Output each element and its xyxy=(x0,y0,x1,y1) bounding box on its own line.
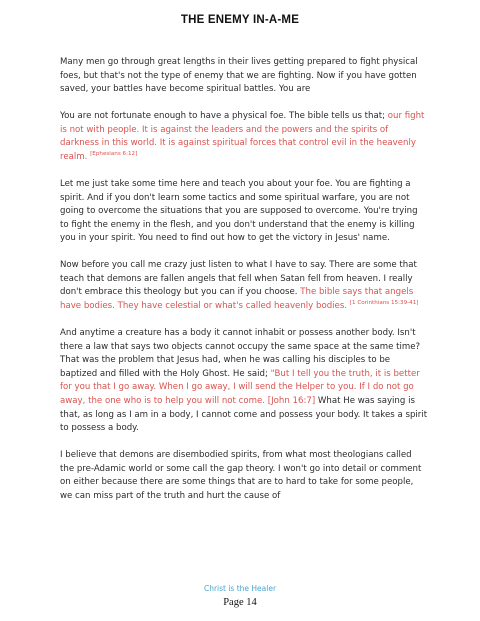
paragraph-5 xyxy=(60,327,428,436)
paragraph-2-text: You are not fortunate enough to have a physical foe. The bible tells us that; xyxy=(60,111,386,122)
scripture-quote: our fight is not with people. It is against the leaders and the powers and the spirits of darkness in this world. It is against spiritual forces that control evil in the heavenly realm. xyxy=(60,111,425,162)
scripture-quote: The bible says that angels have bodies. They have celestial or what's called heavenly bodies. xyxy=(60,287,414,312)
scripture-reference: [1 Corinthians 15:39-41] xyxy=(349,300,419,307)
scripture-reference: [Ephesians 6:12] xyxy=(90,151,138,158)
paragraph-5-text: And anytime a creature has a body it cannot inhabit or possess another body. Isn't there a law that says two objects cannot occupy the same space at the same time? That was the problem that Jesus had, when he was calling his disciples to be baptized and filled with the Holy Ghost. He said; xyxy=(60,328,421,379)
page-title: THE ENEMY IN-A-ME xyxy=(180,14,300,26)
paragraph-5-continuation: What He was saying is that, as long as I am in a body, I cannot come and possess your body. It takes a spirit to possess a body. xyxy=(60,396,428,434)
paragraph-2 xyxy=(60,110,428,164)
paragraph-6 xyxy=(60,449,428,503)
footer-brand: Christ is the Healer xyxy=(203,584,277,593)
paragraph-1 xyxy=(60,56,428,97)
scripture-quote: "But I tell you the truth, it is better for you that I go away. When I go away, I will send the Helper to you. If I do not go away, the one who is to help you will not come. [John 16:7] xyxy=(60,368,420,407)
paragraph-4 xyxy=(60,259,428,313)
page-number: Page 14 xyxy=(223,597,257,608)
paragraph-4-text: Now before you call me crazy just listen to what I have to say. There are some that teach that demons are fallen angels that fell when Satan fell from heaven. I really don't embrace this theology but you can if you choose. xyxy=(60,260,417,298)
body-text xyxy=(60,56,428,517)
paragraph-6-text: I believe that demons are disembodied spirits, from what most theologians called the pre-Adamic world or some call the gap theory. I won't go into detail or comment on either because there are some things that are to hard to take for some people, we can miss part of the truth and hurt the cause of xyxy=(60,450,422,501)
paragraph-1-text: Many men go through great lengths in their lives getting prepared to fight physical foes, but that's not the type of enemy that we are fighting. Now if you have gotten saved, your battles have become spiritual battles. You are xyxy=(60,57,418,95)
paragraph-3-text: Let me just take some time here and teach you about your foe. You are fighting a spirit. And if you don't learn some tactics and some spiritual warfare, you are not going to overcome the situations that you are supposed to overcome. You're trying to fight the enemy in the flesh, and you don't understand that the enemy is killing you in your spirit. You need to find out how to get the victory in Jesus' name. xyxy=(60,178,418,244)
paragraph-3 xyxy=(60,178,428,246)
